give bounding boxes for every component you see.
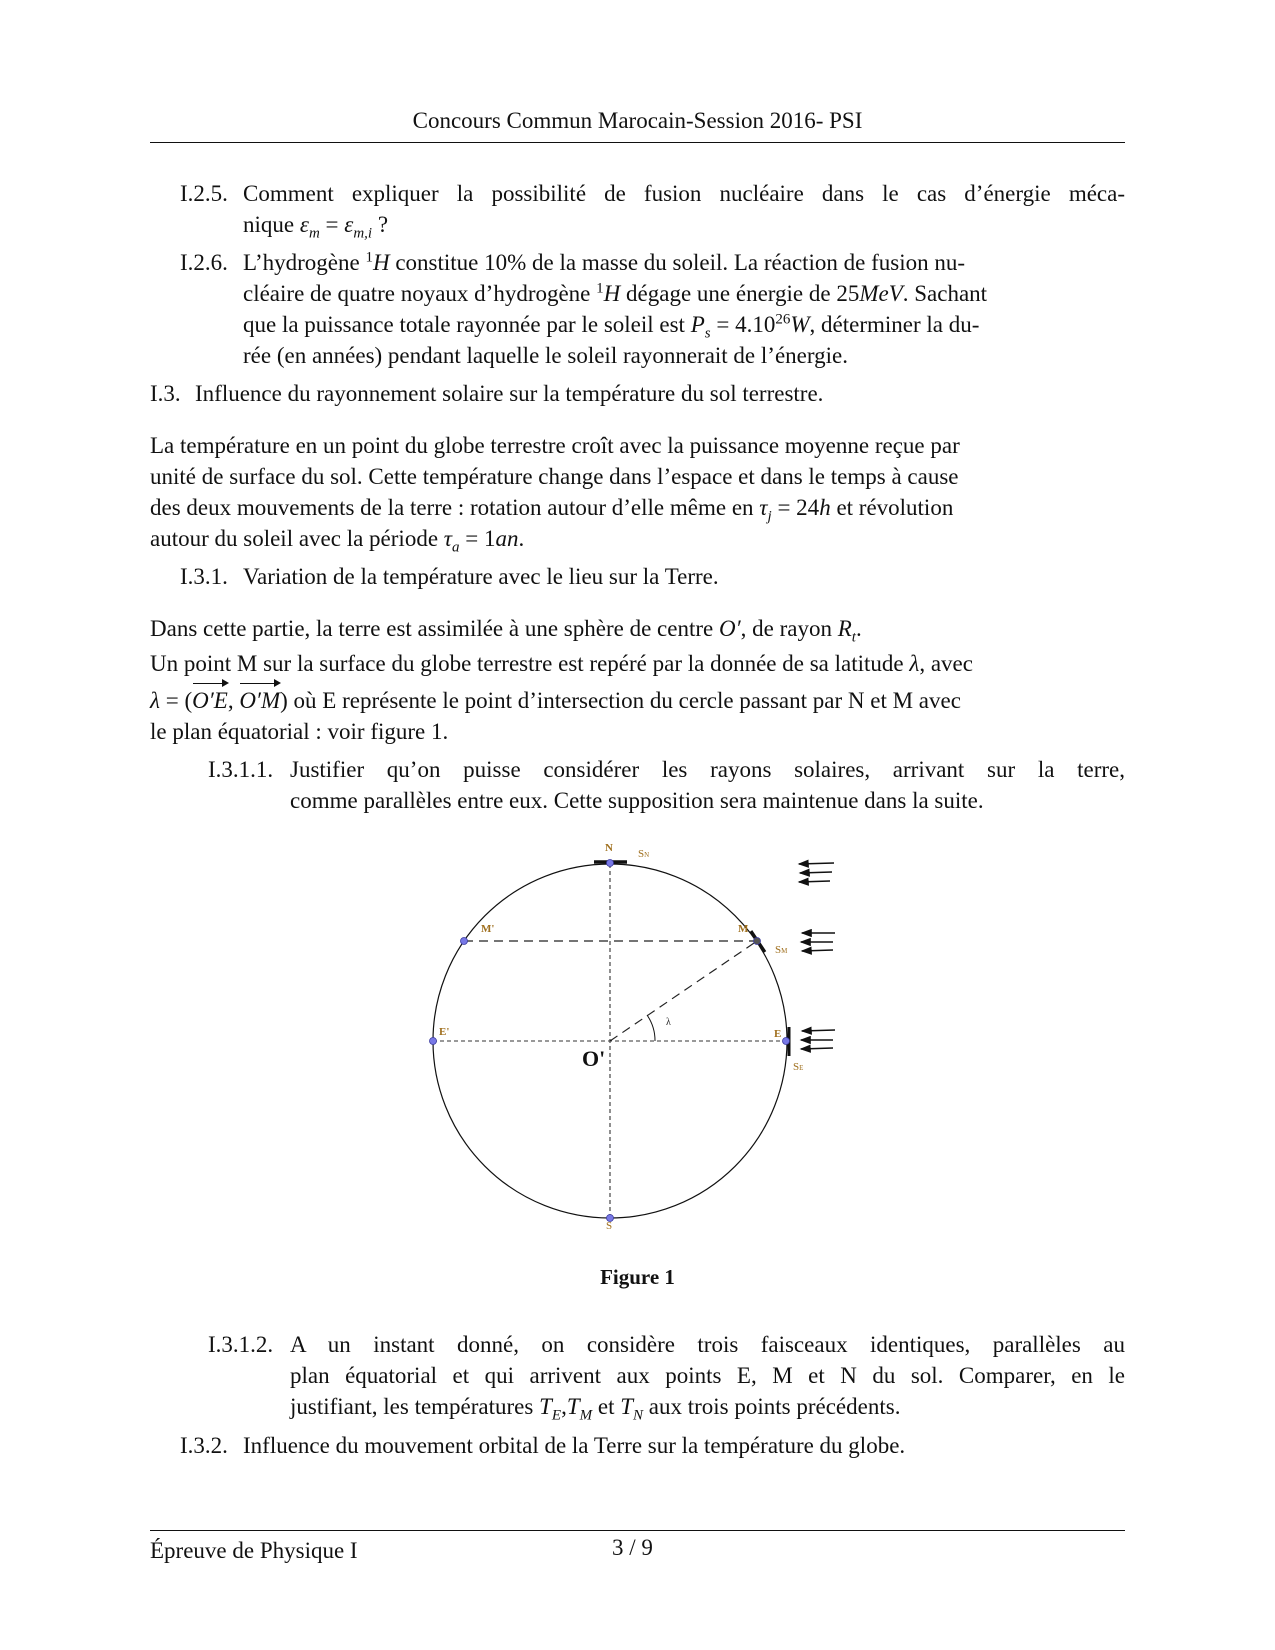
figure-caption: Figure 1 [600, 1265, 675, 1289]
page-header: Concours Commun Marocain-Session 2016- PSI [412, 108, 863, 133]
footer-rule [150, 1530, 1125, 1531]
question-number: I.3.1.1. [208, 757, 274, 782]
section-number: I.3.2. [180, 1433, 228, 1458]
label-SM: SM [775, 944, 788, 956]
paragraph-line: unité de surface du sol. Cette température change dans l’espace et dans le temps à cause [150, 464, 959, 489]
label-SN: SN [638, 848, 650, 860]
question-text-line: justifiant, les températures $T_E,T_M$ et $T_N$ aux trois points précédents. [290, 1394, 901, 1424]
question-number: I.2.6. [180, 250, 228, 275]
question-text-line: A un instant donné, on considère trois faisceaux identiques, parallèles au [290, 1332, 1125, 1357]
sun-rays-M [801, 933, 835, 951]
question-text-line: cléaire de quatre noyaux d’hydrogène $^1$H dégage une énergie de 25MeV. Sachant [243, 280, 988, 306]
section-title: Variation de la température avec le lieu sur la Terre. [243, 564, 719, 589]
section-title: Influence du rayonnement solaire sur la température du sol terrestre. [195, 381, 824, 406]
figure-labels [439, 842, 803, 1232]
label-M: M [738, 923, 749, 935]
paragraph-line: Dans cette partie, la terre est assimilée à une sphère de centre O′, de rayon $R_t$. [150, 616, 862, 646]
footer-exam-name: Épreuve de Physique I [150, 1538, 358, 1563]
question-text-line: que la puissance totale rayonnée par le soleil est $P_s = 4.10^{26}W$, déterminer la du- [243, 311, 980, 342]
question-number: I.3.1.2. [208, 1332, 274, 1357]
section-title: Influence du mouvement orbital de la Terre sur la température du globe. [243, 1433, 906, 1458]
paragraph-line: des deux mouvements de la terre : rotation autour d’elle même en $\tau_j = 24h$ et révolution [150, 495, 954, 525]
paragraph-line: le plan équatorial : voir figure 1. [150, 719, 449, 744]
question-text-line: Justifier qu’on puisse considérer les rayons solaires, arrivant sur la terre, [290, 757, 1125, 782]
question-text-line: comme parallèles entre eux. Cette supposition sera maintenue dans la suite. [290, 788, 984, 813]
vector-OE: O′E [192, 685, 228, 716]
section-number: I.3.1. [180, 564, 228, 589]
latitude-angle-arc [647, 1015, 655, 1041]
paragraph-line: La température en un point du globe terrestre croît avec la puissance moyenne reçue par [150, 433, 960, 458]
question-number: I.2.5. [180, 181, 228, 206]
label-O-prime: O' [582, 1046, 606, 1071]
sun-rays-north [799, 863, 834, 882]
document-page [150, 0, 1125, 1650]
paragraph-line: Un point M sur la surface du globe terrestre est repéré par la donnée de sa latitude λ, avec [150, 651, 973, 676]
sun-rays-equator [801, 1030, 835, 1049]
section-number: I.3. [150, 381, 181, 406]
label-lambda: λ [666, 1017, 671, 1028]
question-text-line: plan équatorial et qui arrivent aux points E, M et N du sol. Comparer, en le [290, 1363, 1125, 1388]
label-SE: SE [793, 1061, 804, 1073]
label-S: S [606, 1220, 613, 1232]
question-text-line: L’hydrogène $^1$H constitue 10% de la masse du soleil. La réaction de fusion nu- [243, 249, 966, 275]
label-M-prime: M' [481, 923, 495, 935]
paragraph-line: λ = (O′E, O′M) où E représente le point d’intersection du cercle passant par N et M avec [150, 685, 961, 716]
question-text-line: nique $\varepsilon_m = \varepsilon_{m,i}$ ? [243, 212, 389, 242]
label-E-prime: E' [439, 1026, 450, 1038]
label-E: E [774, 1028, 782, 1040]
vector-OM: O′M [239, 685, 280, 716]
page-number: 3 / 9 [612, 1535, 653, 1560]
paragraph-line: autour du soleil avec la période $\tau_a = 1an$. [150, 526, 525, 556]
label-N: N [605, 842, 613, 854]
question-text-line: rée (en années) pendant laquelle le soleil rayonnerait de l’énergie. [243, 343, 848, 368]
question-text-line: Comment expliquer la possibilité de fusion nucléaire dans le cas d’énergie méca- [243, 181, 1125, 206]
